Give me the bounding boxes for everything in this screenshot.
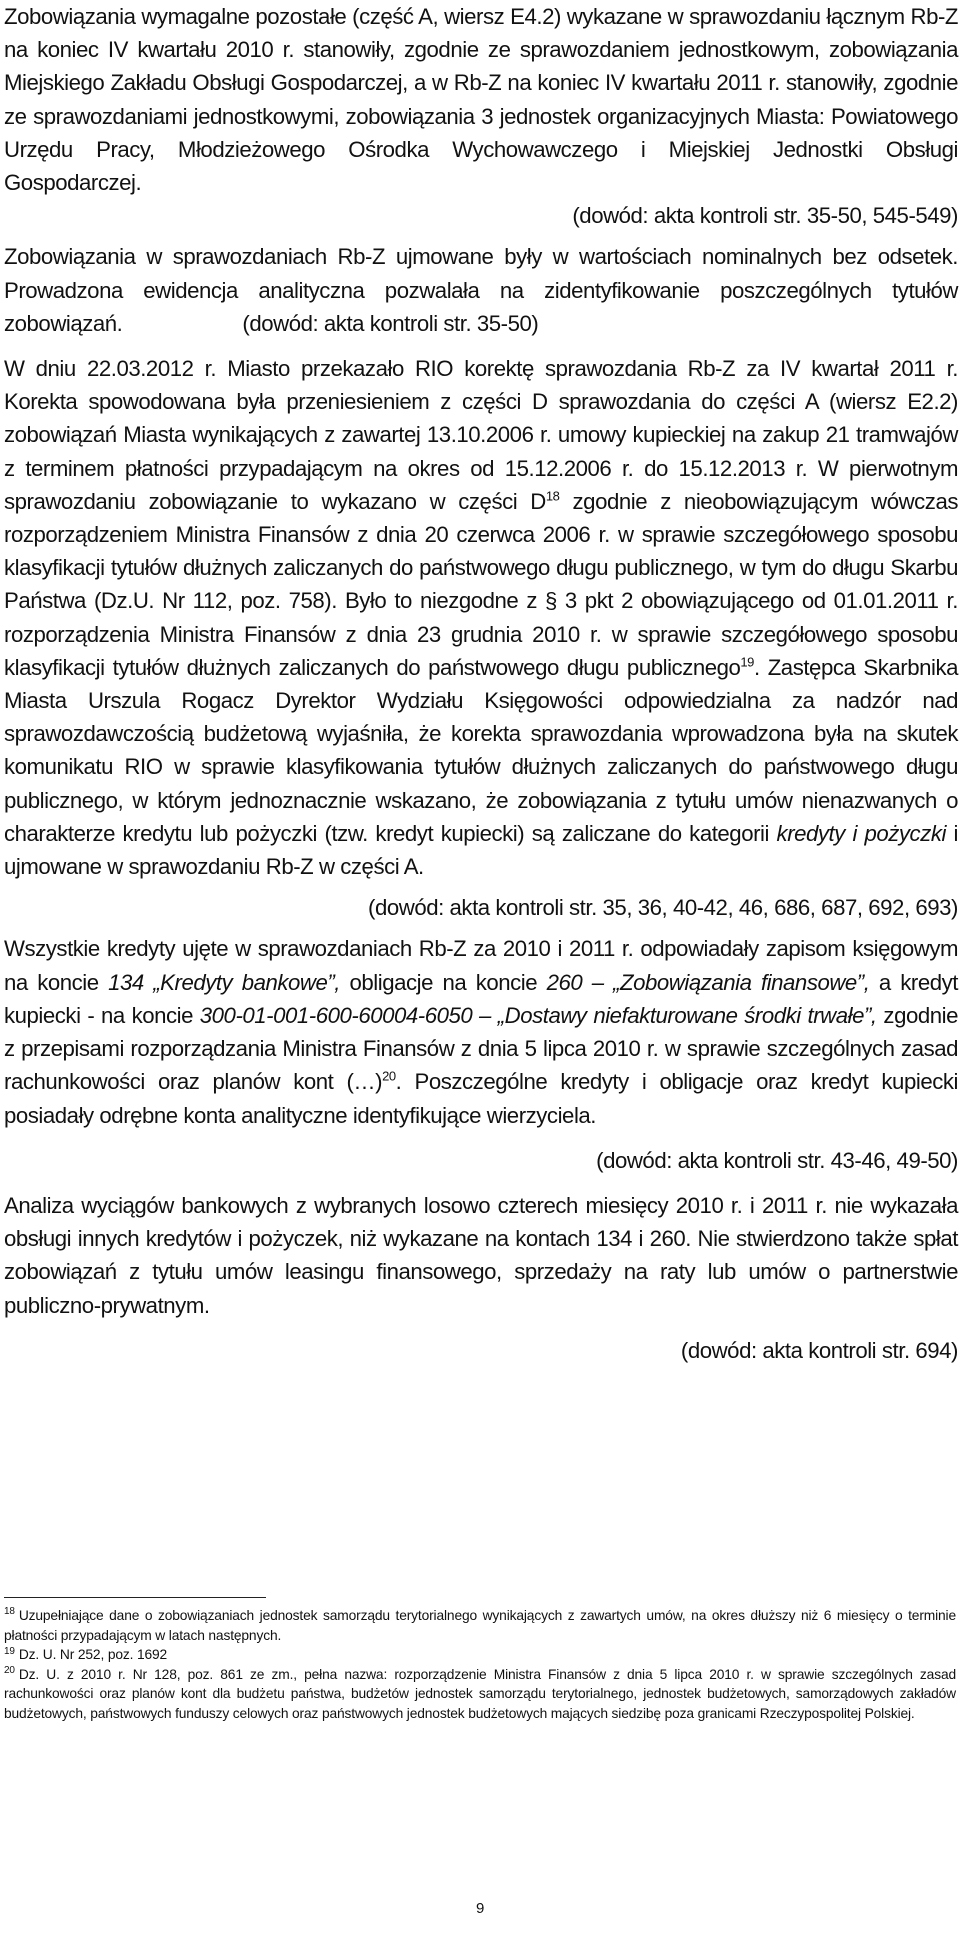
italic-term: kredyty i pożyczki [776, 820, 946, 846]
evidence-note-2: (dowód: akta kontroli str. 35-50) [242, 310, 539, 336]
text-run: a kredyt kupiecki - na koncie [4, 969, 958, 1028]
footnote-text: Dz. U. Nr 252, poz. 1692 [18, 1647, 168, 1663]
footnote-number: 20 [4, 1665, 15, 1677]
footnote-19 [4, 1645, 956, 1665]
paragraph-rbz-liabilities: Zobowiązania wymagalne pozostałe (część A, wiersz E4.2) wykazane w sprawozdaniu łącznym Rb-Z na koniec IV kwartału 2010 r. stanowiły, zgodnie ze sprawozdaniem jednostkowym, zobowiązania Miejskiego Zakładu Obsługi Gospodarczej, a w Rb-Z na koniec IV kwartału 2011 r. stanowiły, zgodnie ze sprawozdaniami jednostkowymi, zobowiązania 3 jednostek organizacyjnych Miasta: Powiatowego Urzędu Pracy, Młodzieżowego Ośrodka Wychowawczego i Miejskiej Jednostki Obsługi Gospodarczej. [4, 4, 958, 196]
evidence-note-1: (dowód: akta kontroli str. 35-50, 545-549) [572, 203, 958, 229]
text-run: zgodnie z przepisami rozporządzania Ministra Finansów z dnia 5 lipca 2010 r. w sprawie szczególnych zasad rachunkowości oraz planów kont (…) [4, 1002, 958, 1095]
paragraph-correction [4, 352, 958, 883]
footnote-ref-19[interactable]: 19 [740, 654, 754, 670]
paragraph-text: Zobowiązania w sprawozdaniach Rb-Z ujmowane były w wartościach nominalnych bez odsetek. Prowadzona ewidencja analityczna pozwalała na zidentyfikowanie poszczególnych tytułów zobowiązań. [4, 244, 958, 336]
italic-account-260: 260 – „Zobowiązania finansowe”, [546, 969, 870, 995]
italic-account-134: 134 „Kredyty bankowe”, [108, 969, 341, 995]
footnote-ref-20[interactable]: 20 [382, 1068, 396, 1084]
page-number: 9 [476, 1900, 484, 1917]
paragraph-accounts [4, 932, 958, 1131]
evidence-note-4: (dowód: akta kontroli str. 43-46, 49-50) [596, 1147, 958, 1173]
text-run: Wszystkie kredyty ujęte w sprawozdaniach Rb-Z za 2010 i 2011 r. odpowiadały zapisom księgowym na koncie [4, 936, 958, 995]
footnote-text: Uzupełniające dane o zobowiązaniach jednostek samorządu terytorialnego wynikających z zawartych umów, na okres dłuższy niż 6 miesięcy o terminie płatności przypadającym w latach następnych. [4, 1608, 956, 1643]
text-run: W dniu 22.03.2012 r. Miasto przekazało RIO korektę sprawozdania Rb-Z za IV kwartał 2011 r. Korekta spowodowana była przeniesieniem z części D sprawozdania do części A (wiersz E2.2) zobowiązań Miasta wynikających z zawartej 13.10.2006 r. umowy kupieckiej na zakup 21 tramwajów z terminem płatności przypadającym na okres od 15.12.2006 r. do 15.12.2013 r. W pierwotnym sprawozdaniu zobowiązanie to wykazano w części D [4, 356, 958, 514]
paragraph-bank-statements: Analiza wyciągów bankowych z wybranych losowo czterech miesięcy 2010 r. i 2011 r. nie wykazała obsługi innych kredytów i pożyczek, niż wykazane na kontach 134 i 260. Nie stwierdzono także spłat zobowiązań z tytułu umów leasingu finansowego, sprzedaży na raty lub umów o partnerstwie publiczno-prywatnym. [4, 1192, 958, 1318]
paragraph-nominal-values [4, 240, 958, 340]
footnote-20 [4, 1665, 956, 1724]
footnote-number: 19 [4, 1645, 15, 1657]
text-run: zgodnie z nieobowiązującym wówczas rozporządzeniem Ministra Finansów z dnia 20 czerwca 2006 r. w sprawie szczegółowego sposobu klasyfikacji tytułów dłużnych zaliczanych do państwowego długu publicznego, w tym do długu Skarbu Państwa (Dz.U. Nr 112, poz. 758). Było to niezgodne z § 3 pkt 2 obowiązującego od 01.01.2011 r. rozporządzenia Ministra Finansów z dnia 23 grudnia 2010 r. w sprawie szczegółowego sposobu klasyfikacji tytułów dłużnych zaliczanych do państwowego długu publicznego [4, 488, 958, 680]
text-run: . Poszczególne kredyty i obligacje oraz kredyt kupiecki posiadały odrębne konta analityczne identyfikujące wierzyciela. [4, 1069, 958, 1128]
footnote-number: 18 [4, 1606, 15, 1618]
footnote-text: Dz. U. z 2010 r. Nr 128, poz. 861 ze zm., pełna nazwa: rozporządzenie Ministra Finansów z dnia 5 lipca 2010 r. w sprawie szczególnych zasad rachunkowości oraz planów kont dla budżetu państwa, budżetów jednostek samorządu terytorialnego, jednostek budżetowych, samorządowych zakładów budżetowych, państwowych funduszy celowych oraz państwowych jednostek budżetowych mających siedzibę poza granicami Rzeczypospolitej Polskiej. [4, 1666, 956, 1721]
text-run: i ujmowane w sprawozdaniu Rb-Z w części A. [4, 820, 959, 880]
evidence-note-3: (dowód: akta kontroli str. 35, 36, 40-42, 46, 686, 687, 692, 693) [368, 895, 958, 921]
footnote-ref-18[interactable]: 18 [545, 488, 560, 504]
text-run: . Zastępca Skarbnika Miasta Urszula Rogacz Dyrektor Wydziału Księgowości odpowiedzialna za nadzór nad sprawozdawczością budżetową wyjaśniła, że korekta sprawozdania wprowadzona była na skutek komunikatu RIO w sprawie klasyfikowania tytułów dłużnych zaliczanych do państwowego długu publicznego, w którym jednoznacznie wskazano, że zobowiązania z tytułu umów nienazwanych o charakterze kredytu lub pożyczki (tzw. kredyt kupiecki) są zaliczane do kategorii [4, 654, 958, 846]
footnotes [4, 1606, 956, 1724]
footnote-divider [4, 1597, 266, 1598]
italic-account-300: 300-01-001-600-60004-6050 – „Dostawy niefakturowane środki trwałe”, [199, 1002, 877, 1028]
text-run: obligacje na koncie [340, 969, 547, 995]
footnote-18 [4, 1606, 956, 1645]
evidence-note-5: (dowód: akta kontroli str. 694) [680, 1337, 958, 1363]
